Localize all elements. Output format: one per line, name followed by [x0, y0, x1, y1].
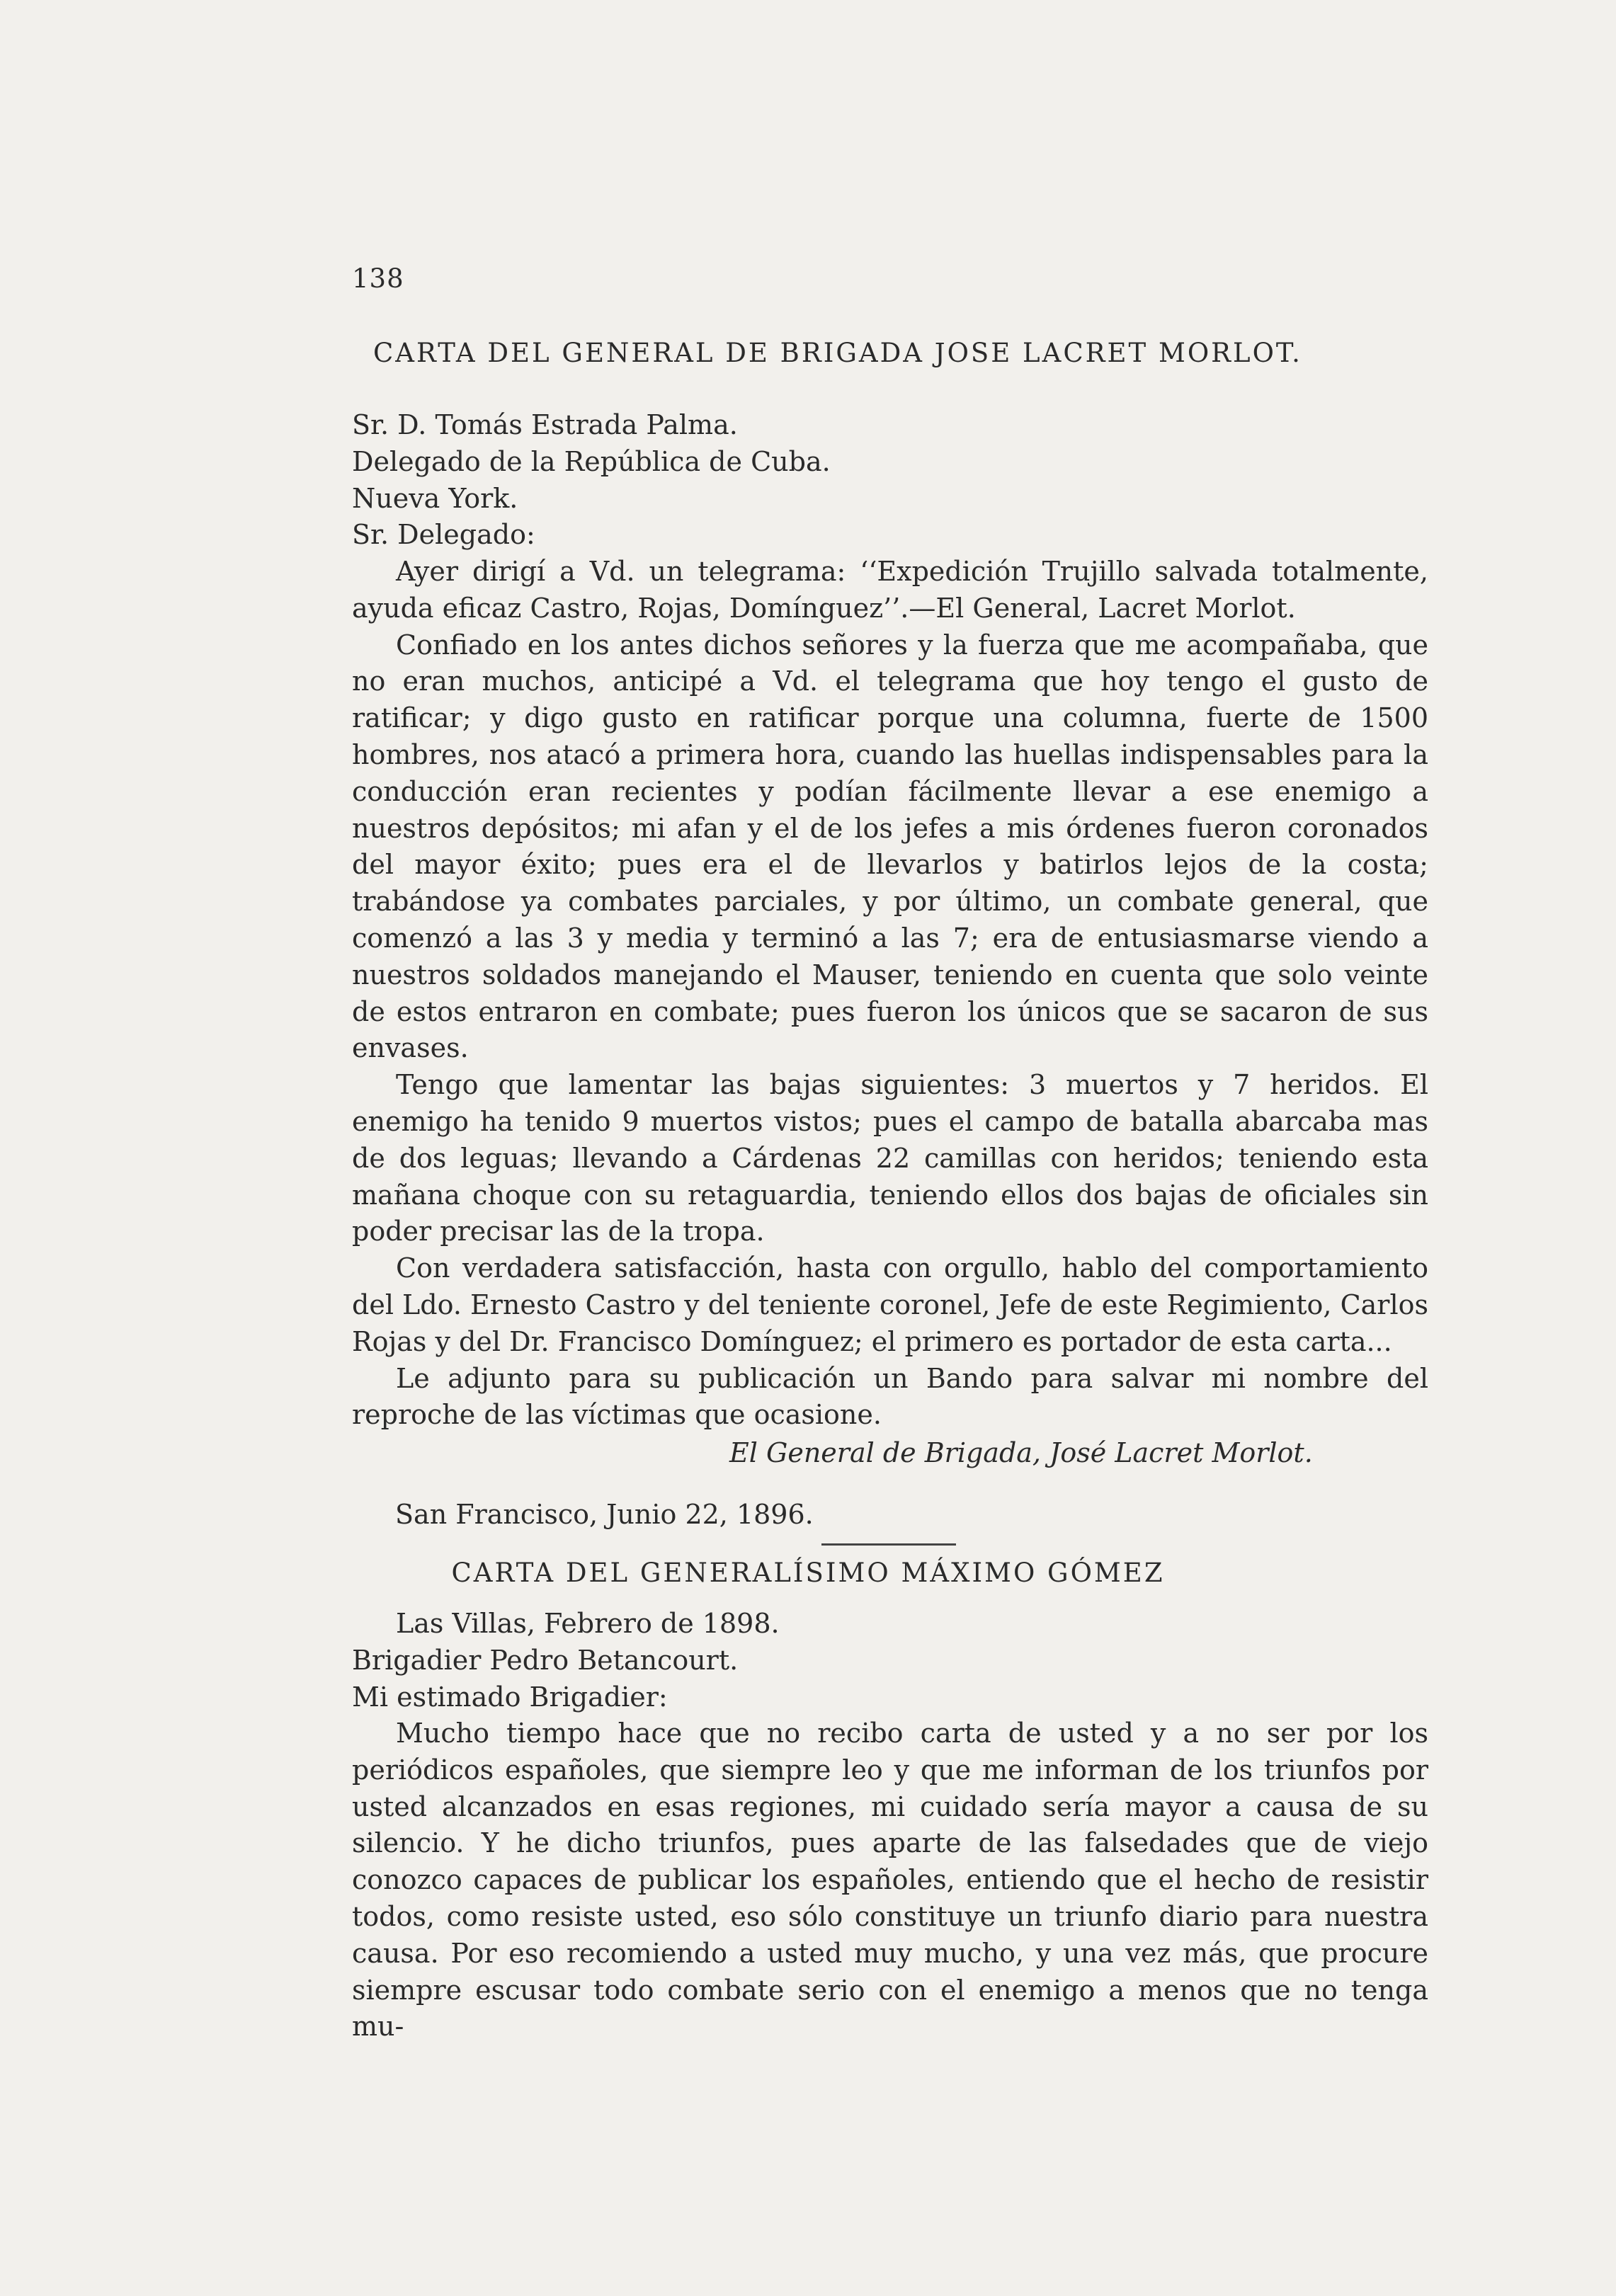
section-divider: [821, 1543, 956, 1546]
letter2-header-block: [352, 1606, 1428, 1715]
paragraph: Con verdadera satisfacción, hasta con orgullo, hablo del comportamiento del Ldo. Ernesto Castro y del teniente coronel, Jefe de este Regimiento, Carlos Rojas y del Dr. Francisco Domínguez; el primero es portador de esta carta...: [352, 1252, 1428, 1357]
letter2-salutation: Mi estimado Brigadier:: [352, 1681, 668, 1713]
letter1-address-block: [352, 407, 1428, 554]
paragraph: Mucho tiempo hace que no recibo carta de usted y a no ser por los periódicos españoles, que siempre leo y que me informan de los triunfos por usted alcanzados en esas regiones, mi cuidado sería mayor a causa de su silencio. Y he dicho triunfos, pues aparte de las falsedades que de viejo conozco capaces de publicar los españoles, entiendo que el hecho de resistir todos, como resiste usted, eso sólo constituye un triunfo diario para nuestra causa. Por eso recomiendo a usted muy mucho, y una vez más, que procure siempre escusar todo combate serio con el enemigo a menos que no tenga mu-: [352, 1718, 1428, 2043]
paragraph: Ayer dirigí a Vd. un telegrama: ‘‘Expedición Trujillo salvada totalmente, ayuda eficaz Castro, Rojas, Domínguez’’.—El General, Lacret Morlot.: [352, 556, 1428, 624]
letter1-body: [352, 554, 1428, 1434]
address-line: Sr. Delegado:: [352, 519, 535, 551]
letter2-body: [352, 1715, 1428, 2045]
address-line: Sr. D. Tomás Estrada Palma.: [352, 409, 738, 440]
letter1-title: CARTA DEL GENERAL DE BRIGADA JOSE LACRET MORLOT.: [373, 338, 1302, 368]
letter2-title: CARTA DEL GENERALÍSIMO MÁXIMO GÓMEZ: [451, 1558, 1165, 1588]
letter1-place-date: San Francisco, Junio 22, 1896.: [395, 1499, 814, 1530]
signature: El General de Brigada, José Lacret Morlot.: [729, 1437, 1313, 1468]
address-line: Delegado de la República de Cuba.: [352, 445, 831, 477]
page-number: 138: [352, 263, 404, 294]
letter2-addressee: Brigadier Pedro Betancourt.: [352, 1644, 739, 1676]
letter2-place-date: Las Villas, Febrero de 1898.: [396, 1608, 780, 1639]
paragraph: Le adjunto para su publicación un Bando para salvar mi nombre del reproche de las víctimas que ocasione.: [352, 1362, 1428, 1431]
paragraph: Confiado en los antes dichos señores y la fuerza que me acompañaba, que no eran muchos, anticipé a Vd. el telegrama que hoy tengo el gusto de ratificar; y digo gusto en ratificar porque una columna, fuerte de 1500 hombres, nos atacó a primera hora, cuando las huellas indispensables para la conducción eran recientes y podían fácilmente llevar a ese enemigo a nuestros depósitos; mi afan y el de los jefes a mis órdenes fueron coronados del mayor éxito; pues era el de llevarlos y batirlos lejos de la costa; trabándose ya combates parciales, y por último, un combate general, que comenzó a las 3 y media y terminó a las 7; era de entusiasmarse viendo a nuestros soldados manejando el Mauser, teniendo en cuenta que solo veinte de estos entraron en combate; pues fueron los únicos que se sacaron de sus envases.: [352, 629, 1428, 1064]
address-line: Nueva York.: [352, 482, 518, 514]
paragraph: Tengo que lamentar las bajas siguientes: 3 muertos y 7 heridos. El enemigo ha tenido 9 muertos vistos; pues el campo de batalla abarcaba mas de dos leguas; llevando a Cárdenas 22 camillas con heridos; teniendo esta mañana choque con su retaguardia, teniendo ellos dos bajas de oficiales sin poder precisar las de la tropa.: [352, 1069, 1428, 1247]
